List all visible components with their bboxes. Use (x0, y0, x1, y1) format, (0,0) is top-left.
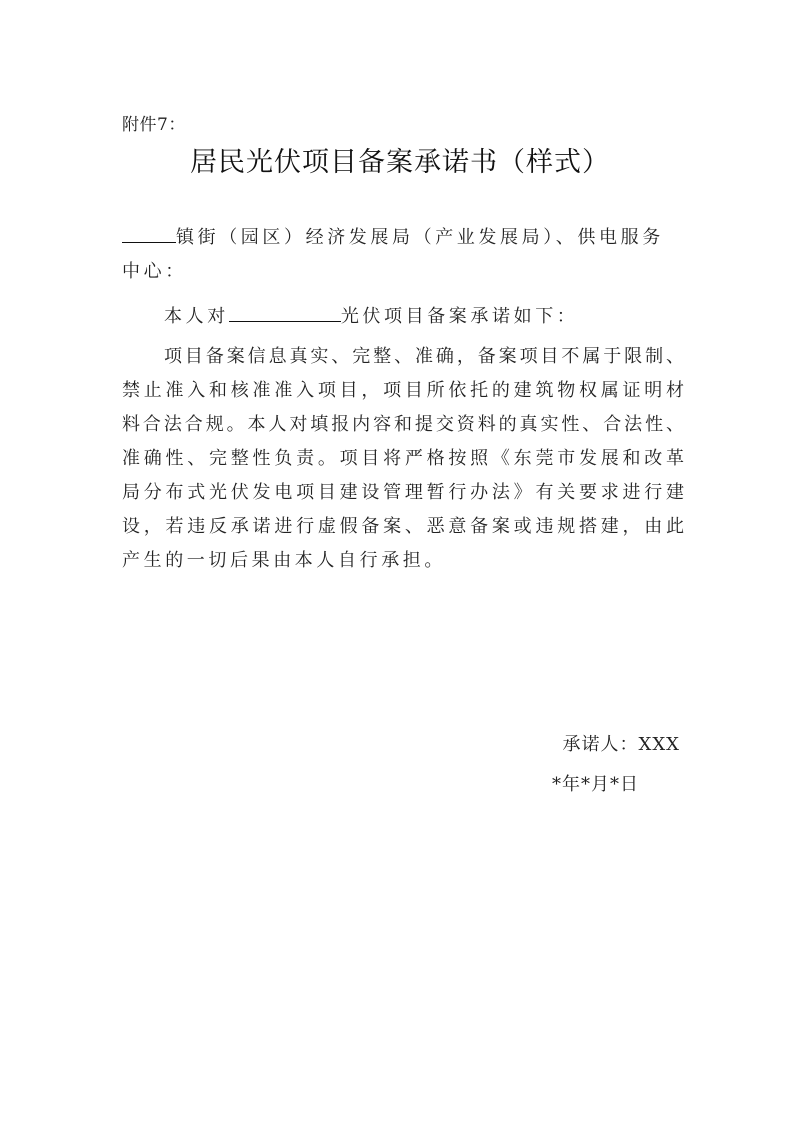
paragraph-line: 准确性、完整性负责。项目将严格按照《东莞市发展和改革 (122, 448, 684, 469)
town-blank-field[interactable] (122, 222, 176, 243)
attachment-label: 附件7： (122, 115, 186, 135)
commitment-intro (164, 301, 578, 333)
paragraph-line: 禁止准入和核准准入项目，项目所依托的建筑物权属证明材 (122, 380, 684, 401)
paragraph-line: 项目备案信息真实、完整、准确，备案项目不属于限制、 (164, 346, 684, 367)
paragraph-line: 产生的一切后果由本人自行承担。 (122, 550, 446, 571)
document-title: 居民光伏项目备案承诺书（样式） (190, 147, 610, 178)
project-name-blank-field[interactable] (229, 301, 341, 322)
paragraph-line: 局分布式光伏发电项目建设管理暂行办法》有关要求进行建 (122, 482, 684, 503)
commit-prefix: 本人对 (164, 306, 229, 327)
signer-line: 承诺人：XXX (562, 734, 680, 755)
commitment-paragraph (122, 340, 684, 578)
paragraph-line: 料合法合规。本人对填报内容和提交资料的真实性、合法性、 (122, 414, 684, 435)
addressee-text: 镇街（园区）经济发展局（产业发展局）、供电服务 (176, 227, 664, 248)
signature-date: *年*月*日 (552, 774, 639, 795)
addressee-line-continued: 中心： (122, 261, 187, 282)
commit-suffix: 光伏项目备案承诺如下： (340, 306, 579, 327)
addressee-line (122, 222, 682, 254)
paragraph-line: 设，若违反承诺进行虚假备案、恶意备案或违规搭建，由此 (122, 516, 684, 537)
